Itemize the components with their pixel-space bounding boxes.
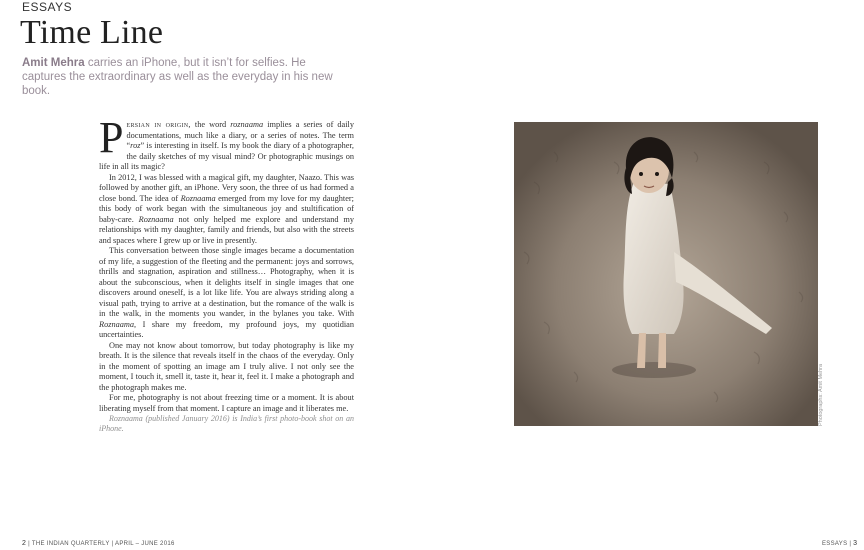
footer-right-text: ESSAYS | <box>822 541 854 547</box>
standfirst <box>22 56 342 98</box>
italic-run: roz <box>130 141 141 150</box>
text-run: This conversation between those single images became a documentation of my life, a suggestion of the fleeting and the permanent: joys and sorrows, thrills and stagnation, aspiration and stillness… Photography, when it is about the subconscious, when it delights itself in single images that one discovers around oneself, is a lot like life. You are always striding along a visual path, trying to arrive at a destination, but the romance of the walk is in the walk, in the moments you wander, in the bylanes you take. With <box>99 246 354 318</box>
text-run: the word <box>190 120 231 129</box>
text-run: In 2012, I was blessed with a magical gift, my daughter, Naazo. This was followed by another gift, an iPhone. Very soon, the three of us had formed a close bond. The idea of <box>99 172 354 203</box>
paragraph-5: For me, photography is not about freezing time or a moment. It is about liberating myself from that moment. I capture an image and it liberates me. <box>99 393 354 413</box>
page-number-left: 2 <box>22 540 27 547</box>
paragraph-1 <box>99 113 354 173</box>
shadow <box>612 362 696 378</box>
drop-cap: P <box>99 113 124 162</box>
italic-run: Roznaama <box>99 319 135 329</box>
page-title: Time Line <box>20 14 164 51</box>
italic-run: Roznaama <box>180 193 216 203</box>
text-run: not only helped me explore and understand my relationships with my daughter, family and friends, but also with the streets and spaces where I grew up or live in presently. <box>99 214 354 245</box>
paragraph-2 <box>99 173 354 247</box>
photo-illustration <box>514 122 818 426</box>
lead-in: ersian in origin, <box>126 120 191 129</box>
section-label: ESSAYS <box>22 0 73 14</box>
footer-right <box>822 540 857 547</box>
standfirst-text: carries an iPhone, but it isn’t for selfies. He captures the extraordinary as well as the everyday in his new book. <box>22 57 333 97</box>
text-run: , I share my freedom, my profound joys, my quotidian uncertainties. <box>99 319 354 339</box>
paragraph-3 <box>99 246 354 341</box>
text-run: implies a series of daily documentations, much like a diary, or a series of notes. The term “ <box>126 120 354 150</box>
standfirst-author: Amit Mehra <box>22 57 85 69</box>
text-run: ” is interesting in itself. Is my book the diary of a photographer, the daily sketches of my visual mind? Or photographic musings on life in all its magic? <box>99 141 354 171</box>
footer-left <box>22 540 175 547</box>
page-number-right: 3 <box>853 540 858 547</box>
photo-credit: Photographs: Amit Mehra <box>818 363 824 426</box>
italic-run: Roznaama <box>138 214 174 224</box>
article-body <box>99 113 354 434</box>
photo-girl-on-sand <box>514 122 818 426</box>
footer-left-text: | THE INDIAN QUARTERLY | APRIL – JUNE 2016 <box>26 541 175 547</box>
italic-run: roznaama <box>230 120 264 129</box>
paragraph-4: One may not know about tomorrow, but today photography is like my breath. It is the silence that reveals itself in the chaos of the everyday. Only in the moment of spotting an image am I truly alive. I not only see the moment, I touch it, smell it, taste it, hear it, feel it. I make a photograph and the photograph makes me. <box>99 340 354 392</box>
text-run: emerged from my love for my daughter; this body of work began with the simultaneous joy and stultification of baby-care. <box>99 193 354 224</box>
book-note: Roznaama (published January 2016) is India’s first photo-book shot on an iPhone. <box>99 414 354 433</box>
right-leg <box>658 333 666 368</box>
